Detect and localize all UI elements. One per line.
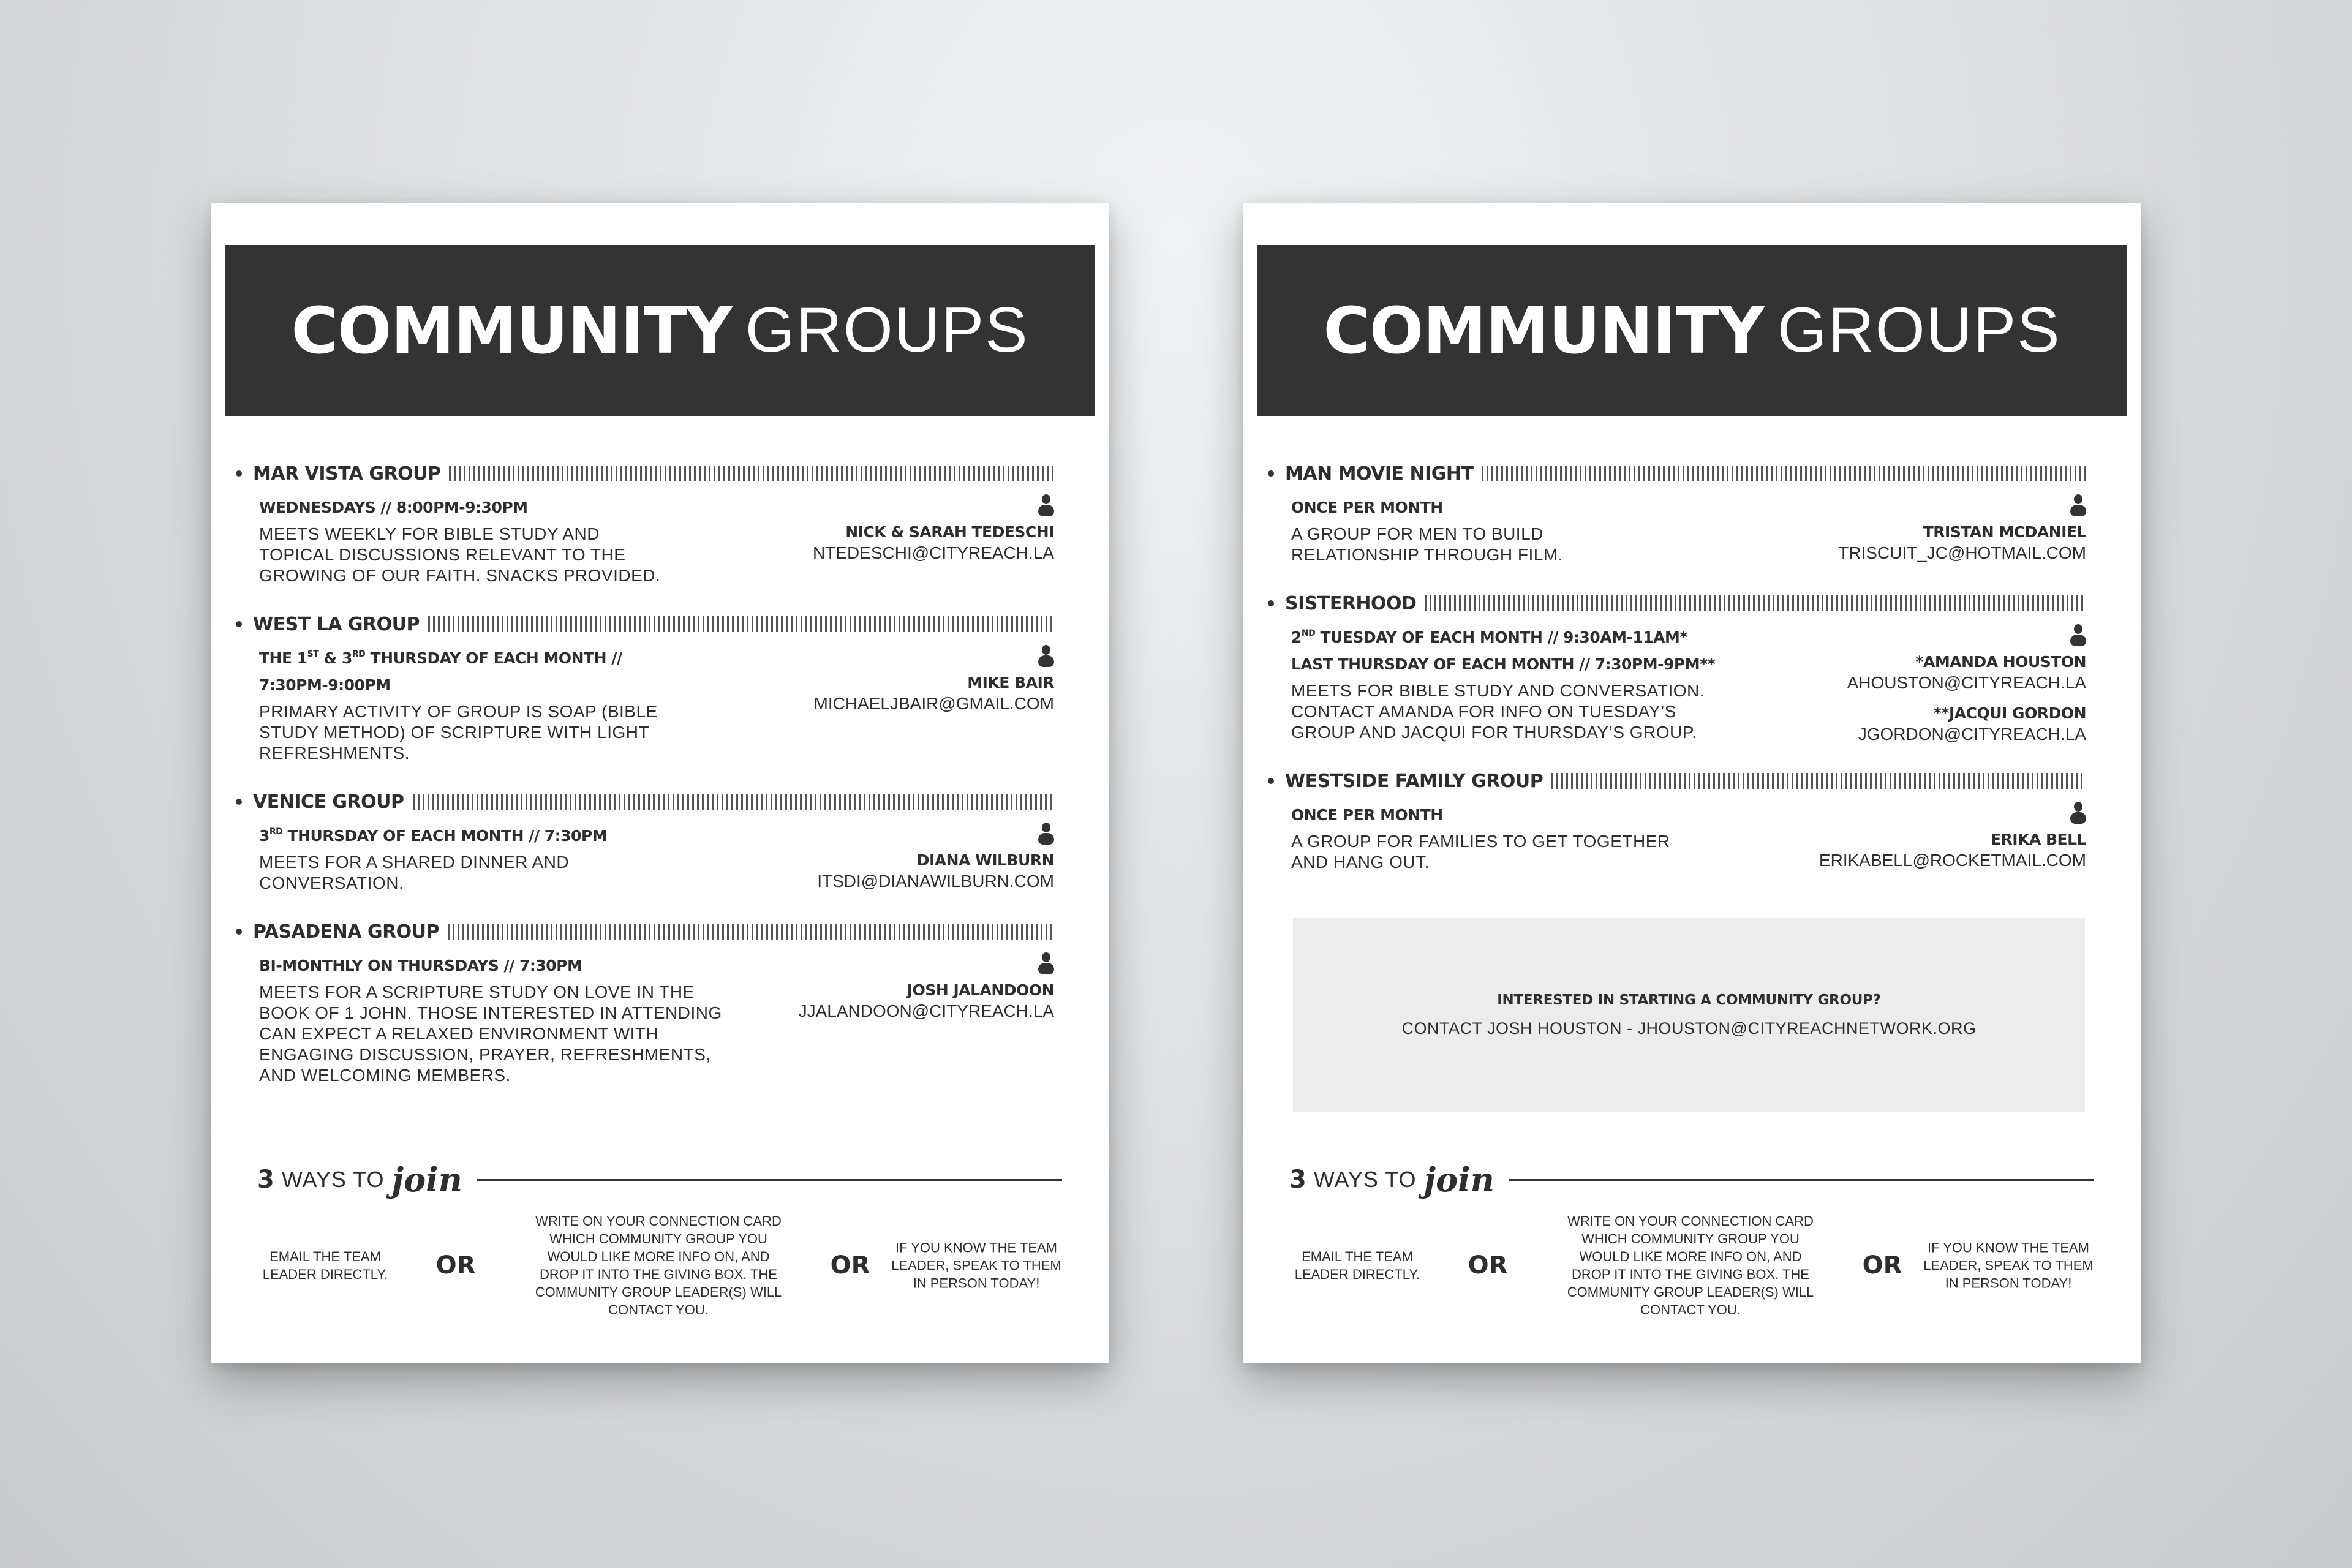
join-option-line: DROP IT INTO THE GIVING BOX. THE xyxy=(540,1267,777,1282)
schedule-text: ONCE PER MONTH xyxy=(1291,806,1443,824)
schedule-text: LAST THURSDAY OF EACH MONTH // 7:30PM-9PM** xyxy=(1291,655,1716,673)
or-separator: OR xyxy=(1468,1251,1508,1280)
callout-contact[interactable]: CONTACT JOSH HOUSTON - JHOUSTON@CITYREACHNETWORK.ORG xyxy=(1401,1019,1977,1038)
schedule-text: THE 1 xyxy=(259,649,307,667)
join-option-line: WOULD LIKE MORE INFO ON, AND xyxy=(1579,1249,1802,1264)
join-option-line: COMMUNITY GROUP LEADER(S) WILL xyxy=(535,1284,782,1300)
description-line: A GROUP FOR FAMILIES TO GET TOGETHER xyxy=(1291,832,1670,851)
schedule-text: 2 xyxy=(1291,628,1302,646)
bullet-icon xyxy=(1268,778,1274,784)
join-option-line: COMMUNITY GROUP LEADER(S) WILL xyxy=(1567,1284,1814,1300)
person-icon xyxy=(1038,952,1054,974)
group-section xyxy=(236,788,1054,894)
bullet-icon xyxy=(1268,600,1274,606)
group-leader-contact xyxy=(1819,802,2086,871)
bullet-icon xyxy=(236,470,242,477)
schedule-text: BI-MONTHLY ON THURSDAYS // 7:30PM xyxy=(259,957,582,974)
schedule-text: TUESDAY OF EACH MONTH // 9:30AM-11AM* xyxy=(1315,628,1687,646)
barcode-divider xyxy=(428,616,1054,632)
leader-name: TRISTAN MCDANIEL xyxy=(1923,523,2086,541)
join-number: 3 xyxy=(1289,1166,1306,1194)
join-option-line: WHICH COMMUNITY GROUP YOU xyxy=(1581,1231,1800,1246)
description-line: RELATIONSHIP THROUGH FILM. xyxy=(1291,545,1563,564)
leader-name: MIKE BAIR xyxy=(967,674,1054,692)
schedule-text: ONCE PER MONTH xyxy=(1291,499,1443,516)
schedule-text: & 3 xyxy=(318,649,352,667)
group-title-row xyxy=(236,788,1054,815)
group-name: PASADENA GROUP xyxy=(253,921,440,943)
join-option-line: DROP IT INTO THE GIVING BOX. THE xyxy=(1572,1267,1809,1282)
description-line: CONVERSATION. xyxy=(259,873,404,892)
or-separator: OR xyxy=(830,1251,870,1280)
group-body xyxy=(236,494,1054,586)
join-option-line: IF YOU KNOW THE TEAM xyxy=(895,1240,1058,1256)
join-option-line: WRITE ON YOUR CONNECTION CARD xyxy=(1567,1213,1814,1229)
group-section xyxy=(236,460,1054,586)
flyer-page-right xyxy=(1243,203,2141,1363)
join-option-line: LEADER DIRECTLY. xyxy=(262,1267,388,1282)
flyer-page-left xyxy=(211,203,1109,1363)
person-icon xyxy=(1038,645,1054,667)
group-title-row xyxy=(1268,767,2086,794)
join-option-line: EMAIL THE TEAM xyxy=(1302,1249,1413,1264)
group-body xyxy=(236,823,1054,894)
leader-email[interactable]: JGORDON@CITYREACH.LA xyxy=(1858,725,2086,744)
join-script: join xyxy=(391,1160,462,1199)
group-name: VENICE GROUP xyxy=(253,791,404,813)
join-option xyxy=(1567,1212,1814,1319)
barcode-divider xyxy=(449,466,1054,481)
group-section xyxy=(1268,460,2086,565)
ordinal-suffix: ND xyxy=(1301,628,1316,638)
join-option xyxy=(263,1248,388,1283)
person-icon xyxy=(2070,624,2086,646)
bullet-icon xyxy=(236,799,242,805)
join-option-line: WOULD LIKE MORE INFO ON, AND xyxy=(547,1249,770,1264)
header-banner xyxy=(225,245,1095,416)
description-line: A GROUP FOR MEN TO BUILD xyxy=(1291,524,1544,543)
title-light: GROUPS xyxy=(745,295,1029,366)
description-line: MEETS FOR A SHARED DINNER AND xyxy=(259,853,570,872)
join-option-line: EMAIL THE TEAM xyxy=(270,1249,381,1264)
divider-line xyxy=(477,1179,1062,1181)
title-bold: COMMUNITY xyxy=(1323,293,1764,368)
leader-name: JOSH JALANDOON xyxy=(907,981,1054,999)
group-name: WESTSIDE FAMILY GROUP xyxy=(1285,770,1544,792)
group-name: SISTERHOOD xyxy=(1285,592,1417,614)
group-title-row xyxy=(1268,460,2086,487)
join-option-line: IN PERSON TODAY! xyxy=(1945,1275,2072,1291)
bullet-icon xyxy=(236,621,242,627)
group-leader-contact xyxy=(813,494,1054,564)
group-section xyxy=(1268,767,2086,873)
join-option xyxy=(1923,1239,2094,1292)
contact-spacer xyxy=(1847,693,2086,703)
header-banner xyxy=(1257,245,2127,416)
group-name: MAN MOVIE NIGHT xyxy=(1285,462,1474,484)
description-line: BOOK OF 1 JOHN. THOSE INTERESTED IN ATTENDING xyxy=(259,1003,722,1022)
group-name: WEST LA GROUP xyxy=(253,613,420,635)
join-option-line: IN PERSON TODAY! xyxy=(913,1275,1040,1291)
callout-question: INTERESTED IN STARTING A COMMUNITY GROUP? xyxy=(1497,992,1881,1008)
leader-name: ERIKA BELL xyxy=(1990,831,2086,848)
group-leader-contact xyxy=(799,952,1054,1022)
group-title-row xyxy=(1268,590,2086,617)
join-option xyxy=(1295,1248,1420,1283)
join-option-line: LEADER DIRECTLY. xyxy=(1294,1267,1420,1282)
description-line: MEETS FOR A SCRIPTURE STUDY ON LOVE IN THE xyxy=(259,982,695,1001)
leader-email[interactable]: TRISCUIT_JC@HOTMAIL.COM xyxy=(1838,543,2086,562)
description-line: MEETS WEEKLY FOR BIBLE STUDY AND xyxy=(259,524,600,543)
join-option-line: CONTACT YOU. xyxy=(608,1302,709,1317)
description-line: GROWING OF OUR FAITH. SNACKS PROVIDED. xyxy=(259,566,661,585)
ordinal-suffix: ST xyxy=(307,649,319,659)
divider-line xyxy=(1509,1179,2094,1181)
person-icon xyxy=(1038,823,1054,845)
description-line: GROUP AND JACQUI FOR THURSDAY’S GROUP. xyxy=(1291,723,1697,742)
group-section xyxy=(236,918,1054,1086)
leader-email[interactable]: ITSDI@DIANAWILBURN.COM xyxy=(817,872,1054,891)
barcode-divider xyxy=(1425,595,2086,611)
group-list xyxy=(1268,460,2086,897)
group-leader-contact xyxy=(817,823,1054,892)
group-section xyxy=(236,611,1054,764)
group-body xyxy=(1268,802,2086,873)
group-name: MAR VISTA GROUP xyxy=(253,462,441,484)
join-option-line: WHICH COMMUNITY GROUP YOU xyxy=(549,1231,767,1246)
description-line: AND WELCOMING MEMBERS. xyxy=(259,1066,511,1085)
leader-name: NICK & SARAH TEDESCHI xyxy=(845,523,1054,541)
join-option-line: LEADER, SPEAK TO THEM xyxy=(891,1257,1061,1273)
group-title-row xyxy=(236,611,1054,638)
schedule-text: WEDNESDAYS // 8:00PM-9:30PM xyxy=(259,499,528,516)
bullet-icon xyxy=(1268,470,1274,477)
description-line: PRIMARY ACTIVITY OF GROUP IS SOAP (BIBLE xyxy=(259,702,658,721)
description-line: AND HANG OUT. xyxy=(1291,853,1430,872)
group-leader-contact xyxy=(1847,624,2086,745)
or-separator: OR xyxy=(435,1251,476,1280)
or-separator: OR xyxy=(1862,1251,1902,1280)
join-option-line: CONTACT YOU. xyxy=(1640,1302,1741,1317)
leader-email[interactable]: JJALANDOON@CITYREACH.LA xyxy=(798,1001,1054,1020)
barcode-divider xyxy=(1551,773,2086,789)
group-body xyxy=(1268,494,2086,565)
description-line: STUDY METHOD) OF SCRIPTURE WITH LIGHT xyxy=(259,723,650,742)
leader-name: DIANA WILBURN xyxy=(916,851,1054,869)
group-title-row xyxy=(236,460,1054,487)
schedule-text: 7:30PM-9:00PM xyxy=(259,676,391,694)
bullet-icon xyxy=(236,929,242,935)
ways-to-join-heading xyxy=(1289,1158,2094,1201)
title-light: GROUPS xyxy=(1777,295,2061,366)
schedule-text: 3 xyxy=(259,827,270,845)
group-body xyxy=(1268,624,2086,743)
join-words: WAYS TO xyxy=(281,1167,385,1192)
barcode-divider xyxy=(448,924,1054,940)
join-options xyxy=(211,1207,1109,1324)
group-title-row xyxy=(236,918,1054,945)
join-number: 3 xyxy=(257,1166,274,1194)
leader-name: *AMANDA HOUSTON xyxy=(1915,653,2086,671)
join-script: join xyxy=(1423,1160,1494,1199)
description-line: CONTACT AMANDA FOR INFO ON TUESDAY’S xyxy=(1291,702,1676,721)
group-leader-contact xyxy=(1838,494,2086,564)
barcode-divider xyxy=(1482,466,2086,481)
person-icon xyxy=(1038,494,1054,516)
leader-email[interactable]: NTEDESCHI@CITYREACH.LA xyxy=(812,543,1054,562)
leader-email[interactable]: MICHAELJBAIR@GMAIL.COM xyxy=(813,694,1054,713)
description-line: REFRESHMENTS. xyxy=(259,744,410,763)
join-option-line: LEADER, SPEAK TO THEM xyxy=(1923,1257,2094,1273)
group-body xyxy=(236,645,1054,764)
person-icon xyxy=(2070,494,2086,516)
join-option-line: IF YOU KNOW THE TEAM xyxy=(1927,1240,2090,1256)
barcode-divider xyxy=(413,794,1054,810)
group-section xyxy=(1268,590,2086,743)
group-list xyxy=(236,460,1054,1110)
leader-email[interactable]: ERIKABELL@ROCKETMAIL.COM xyxy=(1819,851,2086,870)
leader-email[interactable]: AHOUSTON@CITYREACH.LA xyxy=(1847,673,2086,692)
title-bold: COMMUNITY xyxy=(291,293,732,368)
ordinal-suffix: RD xyxy=(269,827,283,837)
schedule-text: THURSDAY OF EACH MONTH // 7:30PM xyxy=(282,827,608,845)
leader-name: **JACQUI GORDON xyxy=(1933,704,2086,722)
description-line: ENGAGING DISCUSSION, PRAYER, REFRESHMENTS, xyxy=(259,1045,711,1064)
group-body xyxy=(236,952,1054,1086)
group-leader-contact xyxy=(814,645,1054,714)
join-words: WAYS TO xyxy=(1313,1167,1417,1192)
schedule-text: THURSDAY OF EACH MONTH // xyxy=(365,649,622,667)
join-option-line: WRITE ON YOUR CONNECTION CARD xyxy=(535,1213,782,1229)
person-icon xyxy=(2070,802,2086,824)
ordinal-suffix: RD xyxy=(352,649,366,659)
description-line: MEETS FOR BIBLE STUDY AND CONVERSATION. xyxy=(1291,681,1705,700)
description-line: CAN EXPECT A RELAXED ENVIRONMENT WITH xyxy=(259,1024,659,1043)
description-line: TOPICAL DISCUSSIONS RELEVANT TO THE xyxy=(259,545,626,564)
join-options xyxy=(1243,1207,2141,1324)
start-group-callout xyxy=(1293,918,2085,1112)
join-option xyxy=(535,1212,782,1319)
ways-to-join-heading xyxy=(257,1158,1062,1201)
join-option xyxy=(891,1239,1061,1292)
